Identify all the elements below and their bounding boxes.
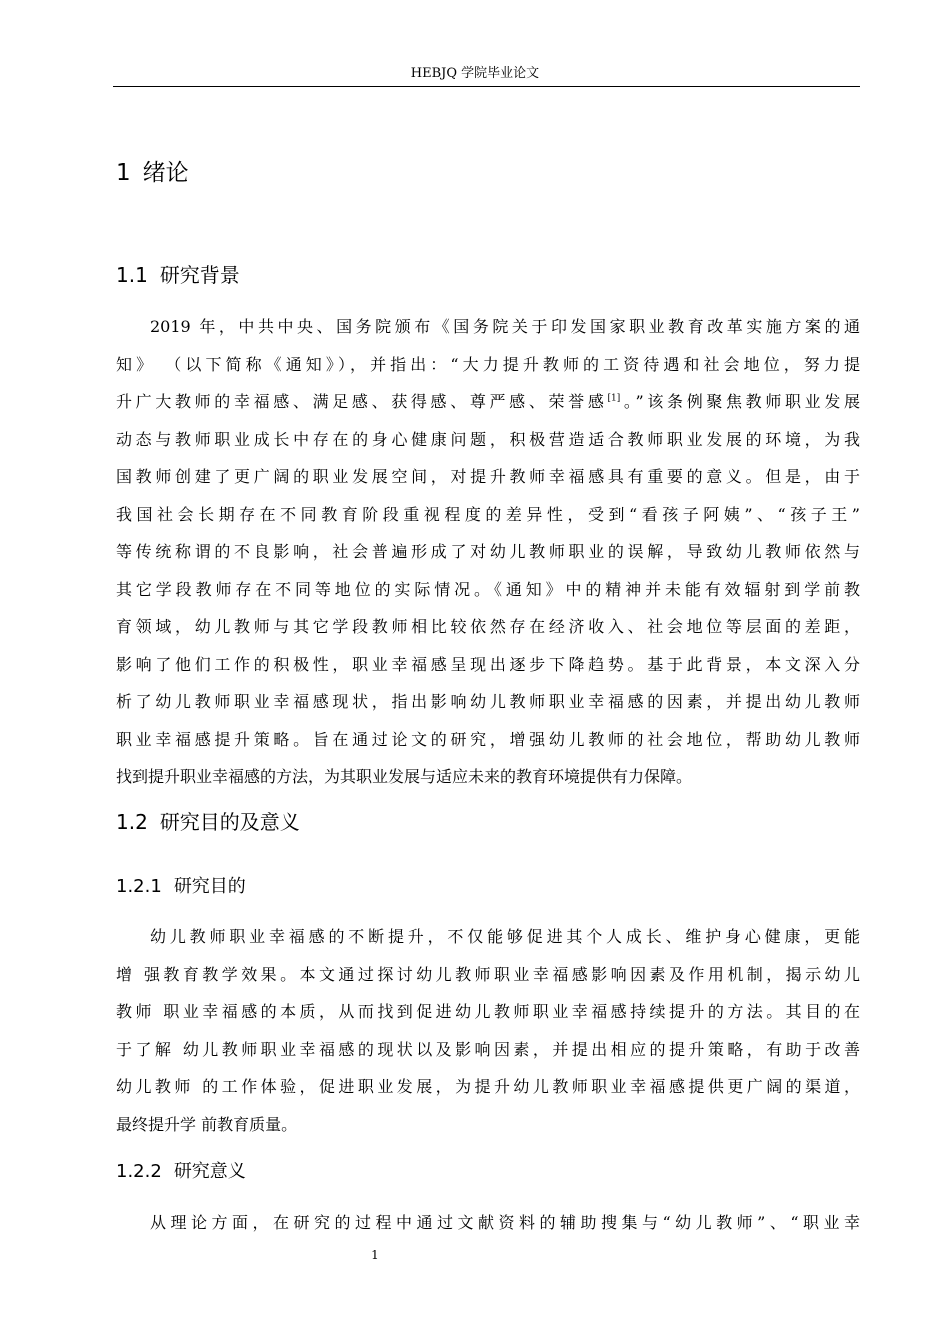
paragraph-research-background — [116, 308, 860, 796]
paragraph-line: 动态与教师职业成长中存在的身心健康问题，积极营造适合教师职业发展的环境，为我 — [116, 429, 860, 449]
paragraph-research-purpose — [116, 918, 860, 1143]
subsection-number: 1.2.1 — [116, 876, 162, 897]
paragraph-research-significance — [116, 1204, 860, 1242]
paragraph-line: 影响了他们工作的积极性，职业幸福感呈现出逐步下降趋势。基于此背景，本文深入分 — [116, 654, 860, 674]
header-rule — [113, 86, 860, 87]
paragraph-line: 教师 职业幸福感的本质，从而找到促进幼儿教师职业幸福感持续提升的方法。其目的在 — [116, 1002, 860, 1021]
chapter-title: 绪论 — [142, 160, 189, 186]
chapter-heading — [116, 157, 189, 189]
section-heading-background — [116, 260, 240, 290]
paragraph-text: 。”该条例聚焦教师职业发展 — [620, 392, 860, 411]
paragraph-line: 国教师创建了更广阔的职业发展空间，对提升教师幸福感具有重要的意义。但是，由于 — [116, 467, 860, 486]
subsection-heading-significance — [116, 1158, 246, 1186]
paragraph-line: 于了解 幼儿教师职业幸福感的现状以及影响因素，并提出相应的提升策略，有助于改善 — [116, 1039, 860, 1059]
citation-marker: [1] — [607, 393, 621, 404]
section-title: 研究目的及意义 — [159, 810, 300, 834]
paragraph-line-with-citation — [116, 383, 860, 421]
section-number: 1.1 — [116, 263, 148, 287]
header-title: HEBJQ 学院毕业论文 — [410, 66, 540, 81]
section-number: 1.2 — [116, 810, 148, 834]
paragraph-text: 升广大教师的幸福感、满足感、获得感、尊严感、荣誉感 — [116, 392, 608, 411]
paragraph-line: 幼儿教师职业幸福感的不断提升，不仅能够促进其个人成长、维护身心健康，更能 — [150, 927, 860, 946]
section-heading-purpose-significance — [116, 807, 300, 837]
paragraph-line: 增 强教育教学效果。本文通过探讨幼儿教师职业幸福感影响因素及作用机制，揭示幼儿 — [116, 964, 860, 984]
paragraph-line: 从理论方面，在研究的过程中通过文献资料的辅助搜集与“幼儿教师”、“职业幸 — [150, 1213, 860, 1232]
subsection-number: 1.2.2 — [116, 1161, 162, 1182]
chapter-number: 1 — [116, 160, 131, 186]
paragraph-line: 析了幼儿教师职业幸福感现状，指出影响幼儿教师职业幸福感的因素，并提出幼儿教师 — [116, 692, 860, 711]
paragraph-line: 等传统称谓的不良影响，社会普遍形成了对幼儿教师职业的误解，导致幼儿教师依然与 — [116, 542, 860, 561]
subsection-title: 研究目的 — [173, 876, 246, 897]
paragraph-line: 2019 年，中共中央、国务院颁布《国务院关于印发国家职业教育改革实施方案的通 — [150, 317, 860, 336]
paragraph-line: 找到提升职业幸福感的方法，为其职业发展与适应未来的教育环境提供有力保障。 — [116, 767, 693, 786]
paragraph-line: 职业幸福感提升策略。旨在通过论文的研究，增强幼儿教师的社会地位，帮助幼儿教师 — [116, 729, 860, 749]
section-title: 研究背景 — [159, 263, 240, 287]
page-number: 1 — [371, 1248, 379, 1262]
paragraph-line: 育领域，幼儿教师与其它学段教师相比较依然存在经济收入、社会地位等层面的差距， — [116, 617, 860, 636]
paragraph-line: 知》 （以下简称《通知》），并指出：“大力提升教师的工资待遇和社会地位，努力提 — [116, 354, 860, 374]
paragraph-line: 幼儿教师 的工作体验，促进职业发展，为提升幼儿教师职业幸福感提供更广阔的渠道， — [116, 1077, 860, 1096]
paragraph-line: 最终提升学 前教育质量。 — [116, 1114, 298, 1134]
subsection-heading-purpose — [116, 873, 246, 901]
paragraph-line: 我国社会长期存在不同教育阶段重视程度的差异性，受到“看孩子阿姨”、“孩子王” — [116, 504, 860, 524]
subsection-title: 研究意义 — [173, 1161, 246, 1182]
paragraph-line: 其它学段教师存在不同等地位的实际情况。《通知》中的精神并未能有效辐射到学前教 — [116, 579, 860, 599]
